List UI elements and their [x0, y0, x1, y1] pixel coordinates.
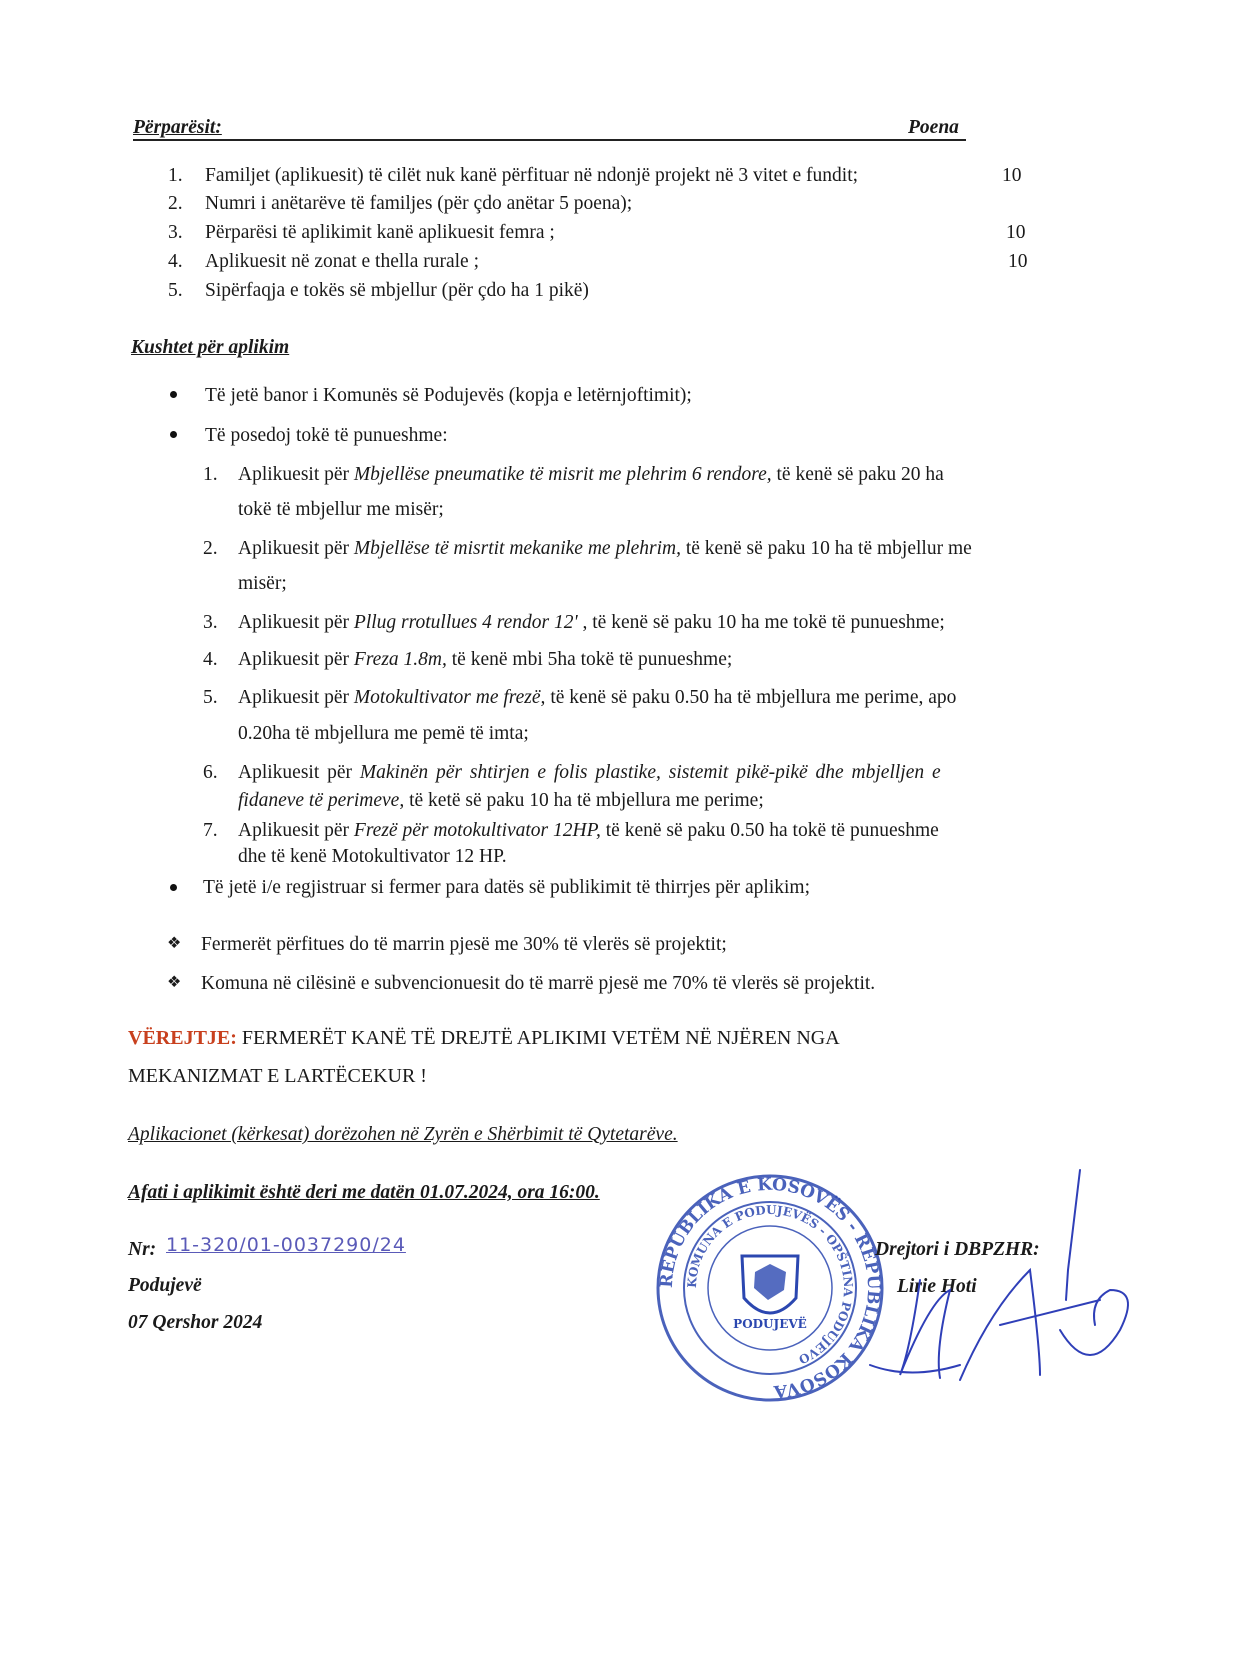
note-line-1 — [128, 1028, 840, 1048]
signer-name: Lirie Hoti — [897, 1276, 977, 1297]
priority-text: Numri i anëtarëve të familjes (për çdo anëtar 5 poena); — [205, 193, 633, 214]
machinery-item: Aplikuesit për Makinën për shtirjen e folis plastike, sistemit pikë-pikë dhe mbjelljen e — [238, 762, 941, 783]
heading-rule — [133, 139, 966, 141]
points-heading: Poena — [908, 117, 959, 138]
machinery-item: Aplikuesit për Pllug rrotullues 4 rendor 12' , të kenë së paku 10 ha me tokë të punueshme; — [238, 612, 945, 633]
priorities-heading: Përparësit: — [133, 117, 222, 138]
machinery-item-cont: fidaneve të perimeve, të ketë së paku 10 ha të mbjellura me perime; — [238, 790, 764, 811]
conditions-heading: Kushtet për aplikim — [131, 337, 290, 358]
handwritten-signature — [840, 1150, 1140, 1390]
machinery-item-cont: tokë të mbjellur me misër; — [238, 499, 444, 520]
diamond-bullet-icon: ❖ — [167, 935, 182, 952]
note-text: FERMERËT KANË TË DREJTË APLIKIMI VETËM NË NJËREN NGA — [236, 1027, 840, 1049]
note-label: VËREJTJE: — [128, 1027, 237, 1049]
priority-points: 10 — [1006, 222, 1026, 243]
machinery-item-cont: dhe të kenë Motokultivator 12 HP. — [238, 846, 507, 867]
machinery-item: Aplikuesit për Motokultivator me frezë, të kenë së paku 0.50 ha të mbjellura me perime, apo — [238, 687, 957, 708]
priority-number: 3. — [168, 222, 183, 243]
item-number: 1. — [203, 464, 218, 485]
priority-number: 2. — [168, 193, 183, 214]
priority-text: Përparësi të aplikimit kanë aplikuesit femra ; — [205, 222, 555, 243]
machinery-item-cont: misër; — [238, 573, 287, 594]
note-line-2: MEKANIZMAT E LARTËCEKUR ! — [128, 1065, 427, 1087]
item-number: 7. — [203, 820, 218, 841]
machinery-item-cont: 0.20ha të mbjellura me pemë të imta; — [238, 723, 529, 744]
condition-registration: Të jetë i/e regjistruar si fermer para datës së publikimit të thirrjes për aplikim; — [203, 877, 810, 898]
submission-info: Aplikacionet (kërkesat) dorëzohen në Zyrën e Shërbimit të Qytetarëve. — [128, 1124, 678, 1145]
machinery-item: Aplikuesit për Freza 1.8m, të kenë mbi 5ha tokë të punueshme; — [238, 649, 733, 670]
condition-residency: Të jetë banor i Komunës së Podujevës (kopja e letërnjoftimit); — [205, 385, 692, 406]
bullet-icon — [170, 391, 177, 398]
priority-number: 5. — [168, 280, 183, 301]
machinery-item: Aplikuesit për Mbjellëse të misrtit mekanike me plehrim, të kenë së paku 10 ha të mbjellur me — [238, 538, 972, 559]
stamp-center-text: PODUJEVË — [733, 1317, 807, 1331]
municipality-share: Komuna në cilësinë e subvencionuesit do të marrë pjesë me 70% të vlerës së projektit. — [201, 973, 876, 994]
item-number: 4. — [203, 649, 218, 670]
nr-value: 11-320/01-0037290/24 — [166, 1234, 406, 1256]
diamond-bullet-icon: ❖ — [167, 974, 182, 991]
priority-text: Aplikuesit në zonat e thella rurale ; — [205, 251, 479, 272]
condition-land: Të posedoj tokë të punueshme: — [205, 425, 448, 446]
stamp-inner-text: KOMUNA E PODUJEVËS - OPŠTINA PODUJEVO — [684, 1202, 856, 1367]
machinery-item: Aplikuesit për Mbjellëse pneumatike të misrit me plehrim 6 rendore, të kenë së paku 20 ha — [238, 464, 944, 485]
priority-text: Sipërfaqja e tokës së mbjellur (për çdo ha 1 pikë) — [205, 280, 589, 301]
priority-number: 4. — [168, 251, 183, 272]
place: Podujevë — [128, 1275, 202, 1296]
stamp-outer-text: REPUBLIKA E KOSOVËS - REPUBLIKA KOSOVA — [656, 1174, 884, 1402]
bullet-icon — [170, 884, 177, 891]
priority-text: Familjet (aplikuesit) të cilët nuk kanë përfituar në ndonjë projekt në 3 vitet e fundit; — [205, 165, 859, 186]
item-number: 3. — [203, 612, 218, 633]
farmer-share: Fermerët përfitues do të marrin pjesë me 30% të vlerës së projektit; — [201, 934, 727, 955]
bullet-icon — [170, 431, 177, 438]
priority-points: 10 — [1002, 165, 1022, 186]
item-number: 2. — [203, 538, 218, 559]
deadline-info: Afati i aplikimit është deri me datën 01.07.2024, ora 16:00. — [128, 1182, 600, 1203]
item-number: 6. — [203, 762, 218, 783]
nr-label: Nr: — [128, 1239, 157, 1260]
document-date: 07 Qershor 2024 — [128, 1312, 263, 1333]
item-number: 5. — [203, 687, 218, 708]
signer-title: Drejtori i DBPZHR: — [875, 1239, 1040, 1260]
priority-number: 1. — [168, 165, 183, 186]
machinery-item: Aplikuesit për Frezë për motokultivator 12HP, të kenë së paku 0.50 ha tokë të punueshme — [238, 820, 939, 841]
priority-points: 10 — [1008, 251, 1028, 272]
